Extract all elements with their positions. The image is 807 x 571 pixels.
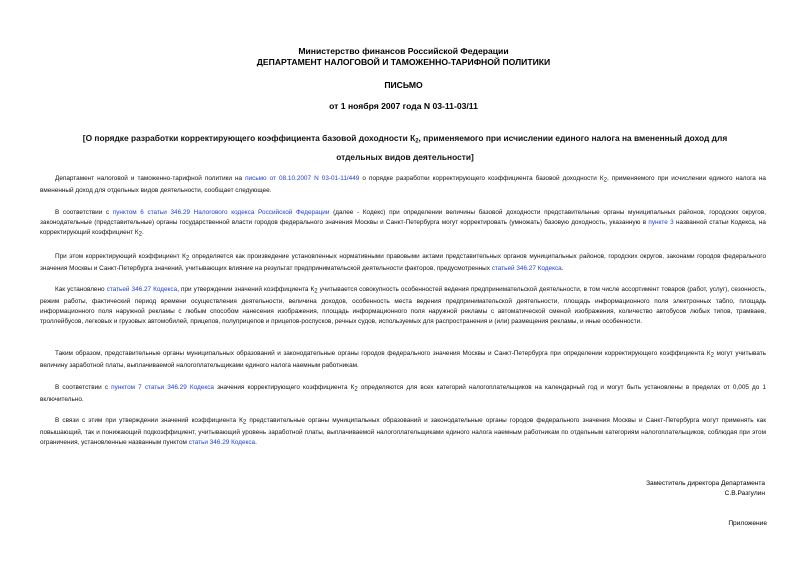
department-name: ДЕПАРТАМЕНТ НАЛОГОВОЙ И ТАМОЖЕННО-ТАРИФНОЙ ПОЛИТИКИ — [256, 57, 551, 67]
signatory-name: С.В.Разгулин — [724, 490, 765, 497]
ministry-name: Министерство финансов Российской Федерации — [298, 46, 509, 56]
paragraph-1 — [40, 174, 766, 196]
subject-text-start: [О порядке разработки корректирующего коэффициента базовой доходности К — [82, 133, 416, 143]
text: . — [255, 439, 257, 447]
subscript: 2 — [415, 138, 419, 145]
letter-subject — [60, 131, 750, 165]
text: (далее - Кодекс) при определении величины базовой доходности представительные органы муниципальных районов, городских округов, законодательные (представительные) органы государственной власти городов федерального значения Москвы и Санкт-Петербурга могут корректировать (умножать) базовую доходность, указанную в — [40, 209, 767, 226]
text: определяется как произведение установленных нормативными правовыми актами представительных органов муниципальных районов, городских округов, законами городов федерального значения Москвы и Санкт-Петербурга значений, учитывающих влияние на результат предпринимательской деятельности факторов, предусмотренных — [40, 253, 766, 273]
text: значения корректирующего коэффициента К — [213, 384, 355, 391]
text: В соответствии с — [55, 384, 112, 391]
text: Таким образом, представительные органы муниципальных образований и законодательные органы городов федерального значения Москвы и Санкт-Петербурга при определении корректирующего коэффициента К — [55, 350, 711, 357]
appendix-label: Приложение — [728, 520, 767, 527]
text: Как установлено — [55, 286, 107, 293]
text: могут учитывать величину заработной платы, выплачиваемой налогоплательщиками единого налога наемным работникам. — [40, 350, 766, 370]
document-type: ПИСЬМО — [384, 80, 423, 90]
text: учитывается совокупность особенностей ведения предпринимательской деятельности, в том числе ассортимент товаров (работ, услуг), сезонность, режим работы, фактический период времени осуществления деятельности, величина доходов, особенность места ведения предпринимательской деятельности, площадь информационного поля электронных табло, площадь информационного поля наружной рекламы с любым способом нанесения изображения, площадь информационного поля наружной рекламы с автоматической сменой изображения, количество автобусов любых типов, трамваев, троллейбусов, легковых и грузовых автомобилей, прицепов, полуприцепов и прицепов-роспусков, речных судов, используемых для распространения и (или) размещения рекламы, и иные особенности. — [40, 286, 766, 326]
text: определяются для всех категорий налогоплательщиков на календарный год и могут быть установлены в пределах от 0,005 до 1 включительно. — [40, 384, 767, 404]
letter-header — [0, 46, 807, 68]
text: представительные органы муниципальных образований и законодательные органы городов федерального значения Москвы и Санкт-Петербурга могут применять как повышающий, так и понижающий подкоэффициент, учитывающий уровень заработной платы, выплачиваемой налогоплательщиками единого налога наемным работникам по отдельным категориям налогоплательщиков, соблюдая при этом ограничения, установленные названным пунктом — [40, 417, 766, 447]
subscript: 2 — [185, 255, 190, 262]
link-article-346-27[interactable]: статьей 346.27 Кодекса — [106, 286, 178, 293]
signature-block — [646, 479, 765, 499]
subscript: 2 — [603, 177, 607, 184]
text: При этом корректирующий коэффициент К — [55, 253, 186, 260]
paragraph-5 — [40, 349, 766, 371]
text: В связи с этим при утверждении значений коэффициента К — [55, 417, 243, 424]
subscript: 2 — [354, 386, 358, 393]
text: . — [141, 228, 144, 236]
paragraph-3 — [40, 252, 766, 274]
link-point-3[interactable]: пункте 3 — [648, 218, 674, 226]
text: . — [561, 265, 564, 273]
paragraph-6 — [40, 383, 766, 405]
text: , при утверждении значений коэффициента К — [177, 286, 315, 293]
link-tax-code-346-29-p7[interactable]: пунктом 7 статьи 346.29 Кодекса — [111, 384, 214, 391]
subscript: 2 — [242, 419, 247, 426]
link-letter-reference[interactable]: письмо от 08.10.2007 N 03-01-11/449 — [245, 175, 360, 182]
text: , применяемого при исчислении единого налога на вмененный доход для отдельных видов деятельности, сообщает следующее. — [40, 175, 766, 195]
text: о порядке разработки корректирующего коэффициента базовой доходности К — [359, 175, 604, 182]
document-date-number: от 1 ноября 2007 года N 03-11-03/11 — [329, 101, 478, 111]
paragraph-4 — [40, 285, 766, 327]
subscript: 2 — [138, 231, 142, 238]
link-tax-code-346-29-p6[interactable]: пунктом 6 статьи 346.29 Налогового кодекса Российской Федерации — [112, 209, 330, 216]
text: Департамент налоговой и таможенно-тарифной политики на — [55, 175, 246, 182]
signatory-position: Заместитель директора Департамента — [646, 480, 765, 487]
subject-text-end: , применяемого при исчислении единого налога на вмененный доход для отдельных видов деятельности] — [336, 133, 728, 162]
paragraph-2 — [40, 208, 766, 240]
subscript: 2 — [710, 352, 714, 359]
link-article-346-27[interactable]: статьей 346.27 Кодекса — [491, 265, 562, 273]
text: В соответствии с — [55, 209, 113, 216]
link-article-346-29[interactable]: статьи 346.29 Кодекса — [188, 439, 256, 447]
text: названной статьи Кодекса, на корректирующий коэффициент К — [40, 218, 766, 236]
paragraph-7 — [40, 416, 766, 448]
subscript: 2 — [314, 288, 318, 295]
